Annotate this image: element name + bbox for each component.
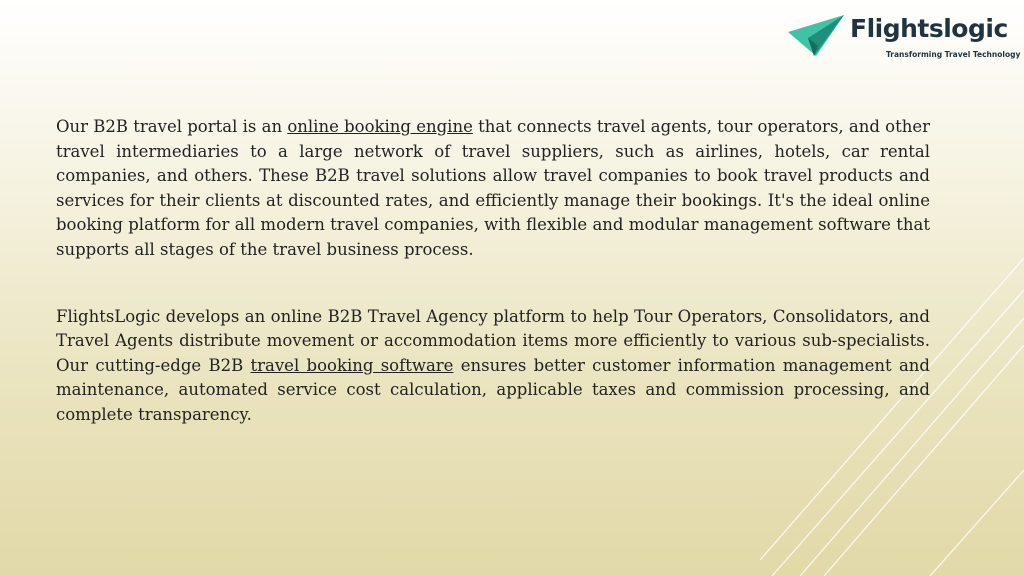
- paper-plane-icon: [788, 12, 846, 58]
- paragraph-platform: [56, 305, 930, 428]
- travel-booking-software-link[interactable]: travel booking software: [250, 355, 454, 375]
- brand-tagline: Transforming Travel Technology: [886, 50, 1021, 59]
- flightslogic-logo[interactable]: [788, 12, 1021, 62]
- paragraph-text: ensures better customer information management and maintenance, automated service cost calculation, applicable taxes and commission processing, and complete transparency.: [56, 355, 930, 424]
- online-booking-engine-link[interactable]: online booking engine: [287, 117, 473, 136]
- main-content: [56, 115, 930, 428]
- paragraph-intro: [56, 115, 930, 263]
- paragraph-text: FlightsLogic develops an online B2B Travel Agency platform to help Tour Operators, Consolidators, and Travel Agents distribute movement or accommodation items more efficiently to various sub-specialists. Our cutting-edge B2B: [56, 306, 930, 375]
- brand-name: Flightslogic: [850, 14, 1008, 43]
- paragraph-text: that connects travel agents, tour operators, and other travel intermediaries to a large network of travel suppliers, such as airlines, hotels, car rental companies, and others. These B2B travel solutions allow travel companies to book travel products and services for their clients at discounted rates, and efficiently manage their bookings. It's the ideal online booking platform for all modern travel companies, with flexible and modular management software that supports all stages of the travel business process.: [56, 117, 931, 259]
- paragraph-text: Our B2B travel portal is an: [56, 117, 288, 136]
